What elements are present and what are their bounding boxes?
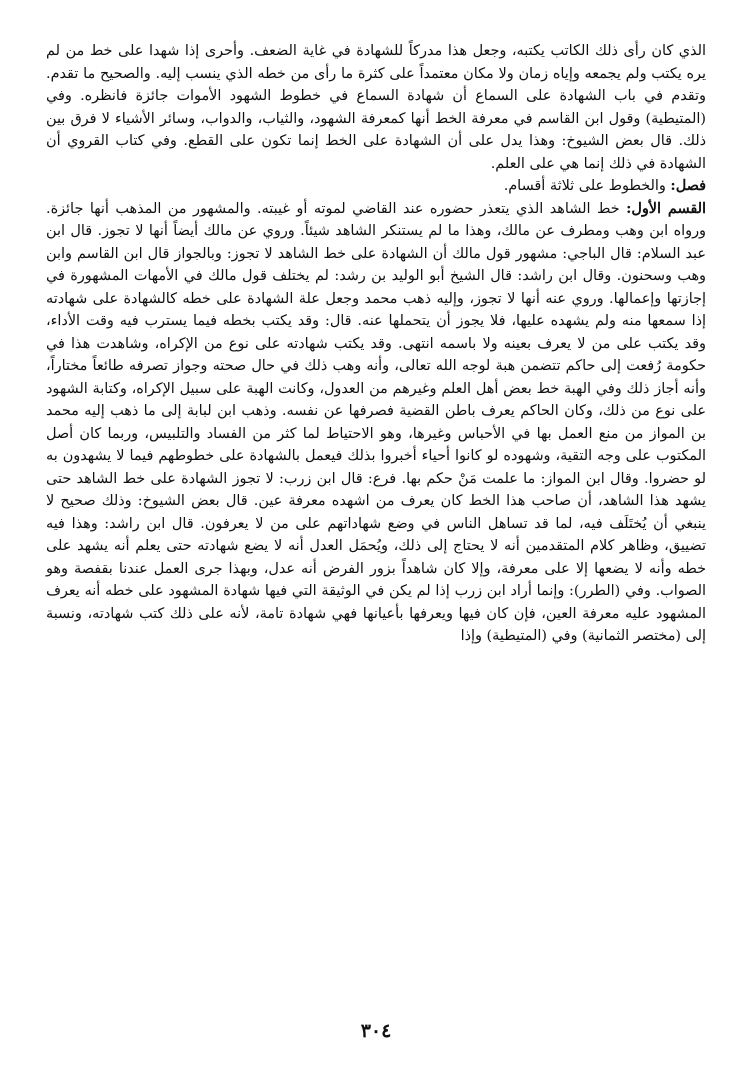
paragraph-1	[46, 40, 706, 175]
paragraph-2-text: والخطوط على ثلاثة أقسام.	[503, 178, 666, 194]
section-heading-first-part: القسم الأول:	[626, 199, 707, 217]
body-text	[46, 40, 706, 648]
section-heading-fasl: فصل:	[670, 177, 706, 194]
paragraph-3-text: خط الشاهد الذي يتعذر حضوره عند القاضي لموته أو غيبته. والمشهور من المذهب أنها جائزة. ورواه ابن وهب ومطرف عن مالك، وهذا ما لم يستنكر الشاهد شيئاً. وروي عن مالك أيضاً أنها لا تجوز. قال ابن عبد السلام: قال الباجي: مشهور قول مالك أن الشهادة على خط الشاهد لا تجوز: وبالجواز قال ابن القاسم وابن وهب وسحنون. وقال ابن راشد: قال الشيخ أبو الوليد بن رشد: لم يختلف قول مالك في الأمهات المشهورة في إجازتها وإعمالها. وروي عنه أنها لا تجوز، وإليه ذهب محمد وجعل علة الشهادة على خطه كالشهادة على شهادته إذا سمعها منه ولم يشهده عليها، فلا يجوز أن يتحملها عنه. قال: وقد يكتب بخطه فيما يسترب فيه وقت الأداء، وقد يكتب على من لا يعرف بعينه ولا باسمه انتهى. وقد يكتب شهادته على نوع من الإكراه، وشاهدت هذا في حكومة رُفعت إلى حاكم تتضمن هبة لوجه الله تعالى، وأنه وهب ذلك في حال صحته وجواز تصرفه طائعاً مختاراً، وأنه أجاز ذلك وفي الهبة خط بعض أهل العلم وغيرهم من العدول، وكانت الهبة على سبيل الإكراه، وكتابة الشهود على نوع من ذلك، وكان الحاكم يعرف باطن القضية فصرفها عن نفسه. وذهب ابن لبابة إلى ما ذهب إليه محمد بن المواز من منع العمل بها في الأحباس وغيرها، وهو الاحتياط لما كثر من الفساد والتلبيس، وربما كان أصل المكتوب على وجه التقية، وشهوده لو كانوا أحياء أخبروا بذلك فيعمل بالشهادة على خطوطهم فيما لا يشهدون به لو حضروا. وقال ابن المواز: ما علمت مَنْ حكم بها. فرع: قال ابن زرب: لا تجوز الشهادة على خط الشاهد حتى يشهد هذا الشاهد، أن صاحب هذا الخط كان يعرف من اشهده معرفة عين. قال بعض الشيوخ: وذلك صحيح لا ينبغي أن يُختَلَف فيه، لما قد تساهل الناس في وضع شهاداتهم على من لا يعرفون. قال ابن راشد: وهذا فيه تضييق، وظاهر كلام المتقدمين أنه لا يحتاج إلى ذلك، ويُحمَل العدل أنه لا يضع شهادته حتى يعلم أنه يشهد على خطه وأنه لا يضعها إلا على معرفة، وإلا كان شاهداً بزور الفرض أنه عدل، وبهذا جرى العمل عندنا بقفصة وهو الصواب. وفي (الطرر): وإنما أراد ابن زرب إذا لم يكن في الوثيقة التي فيها شهادة المشهود على خطه أنه يعرف المشهود عليه معرفة العين، فإن كان فيها ويعرفها بأعيانها فهي شهادة تامة، لأنه على ذلك كتب شهادته، ونسبة إلى (مختصر الثمانية) وفي (المتيطية) وإذا	[46, 200, 706, 644]
paragraph-3	[46, 198, 706, 648]
paragraph-1-text: الذي كان رأى ذلك الكاتب يكتبه، وجعل هذا مدركاً للشهادة في غاية الضعف. وأحرى إذا شهدا على خط من لم يره يكتب ولم يجمعه وإياه زمان ولا مكان معتمداً على كثرة ما رأى من خطه الذي ينسب إليه. والصحيح ما تقدم. وتقدم في باب الشهادة على السماع أن شهادة السماع في خطوط الشهود الأموات جائزة فانظره. وفي (المتيطية) وقول ابن القاسم في معرفة الخط أنها كمعرفة الشهود، والثياب، والدواب، وسائر الأشياء لا فرق بين ذلك. قال بعض الشيوخ: وهذا يدل على أن الشهادة على الخط إنما تكون على القطع. وفي كتاب القروي أن الشهادة في ذلك إنما هي على العلم.	[46, 43, 706, 172]
page-number: ٣٠٤	[360, 1020, 392, 1042]
paragraph-2	[46, 175, 706, 198]
